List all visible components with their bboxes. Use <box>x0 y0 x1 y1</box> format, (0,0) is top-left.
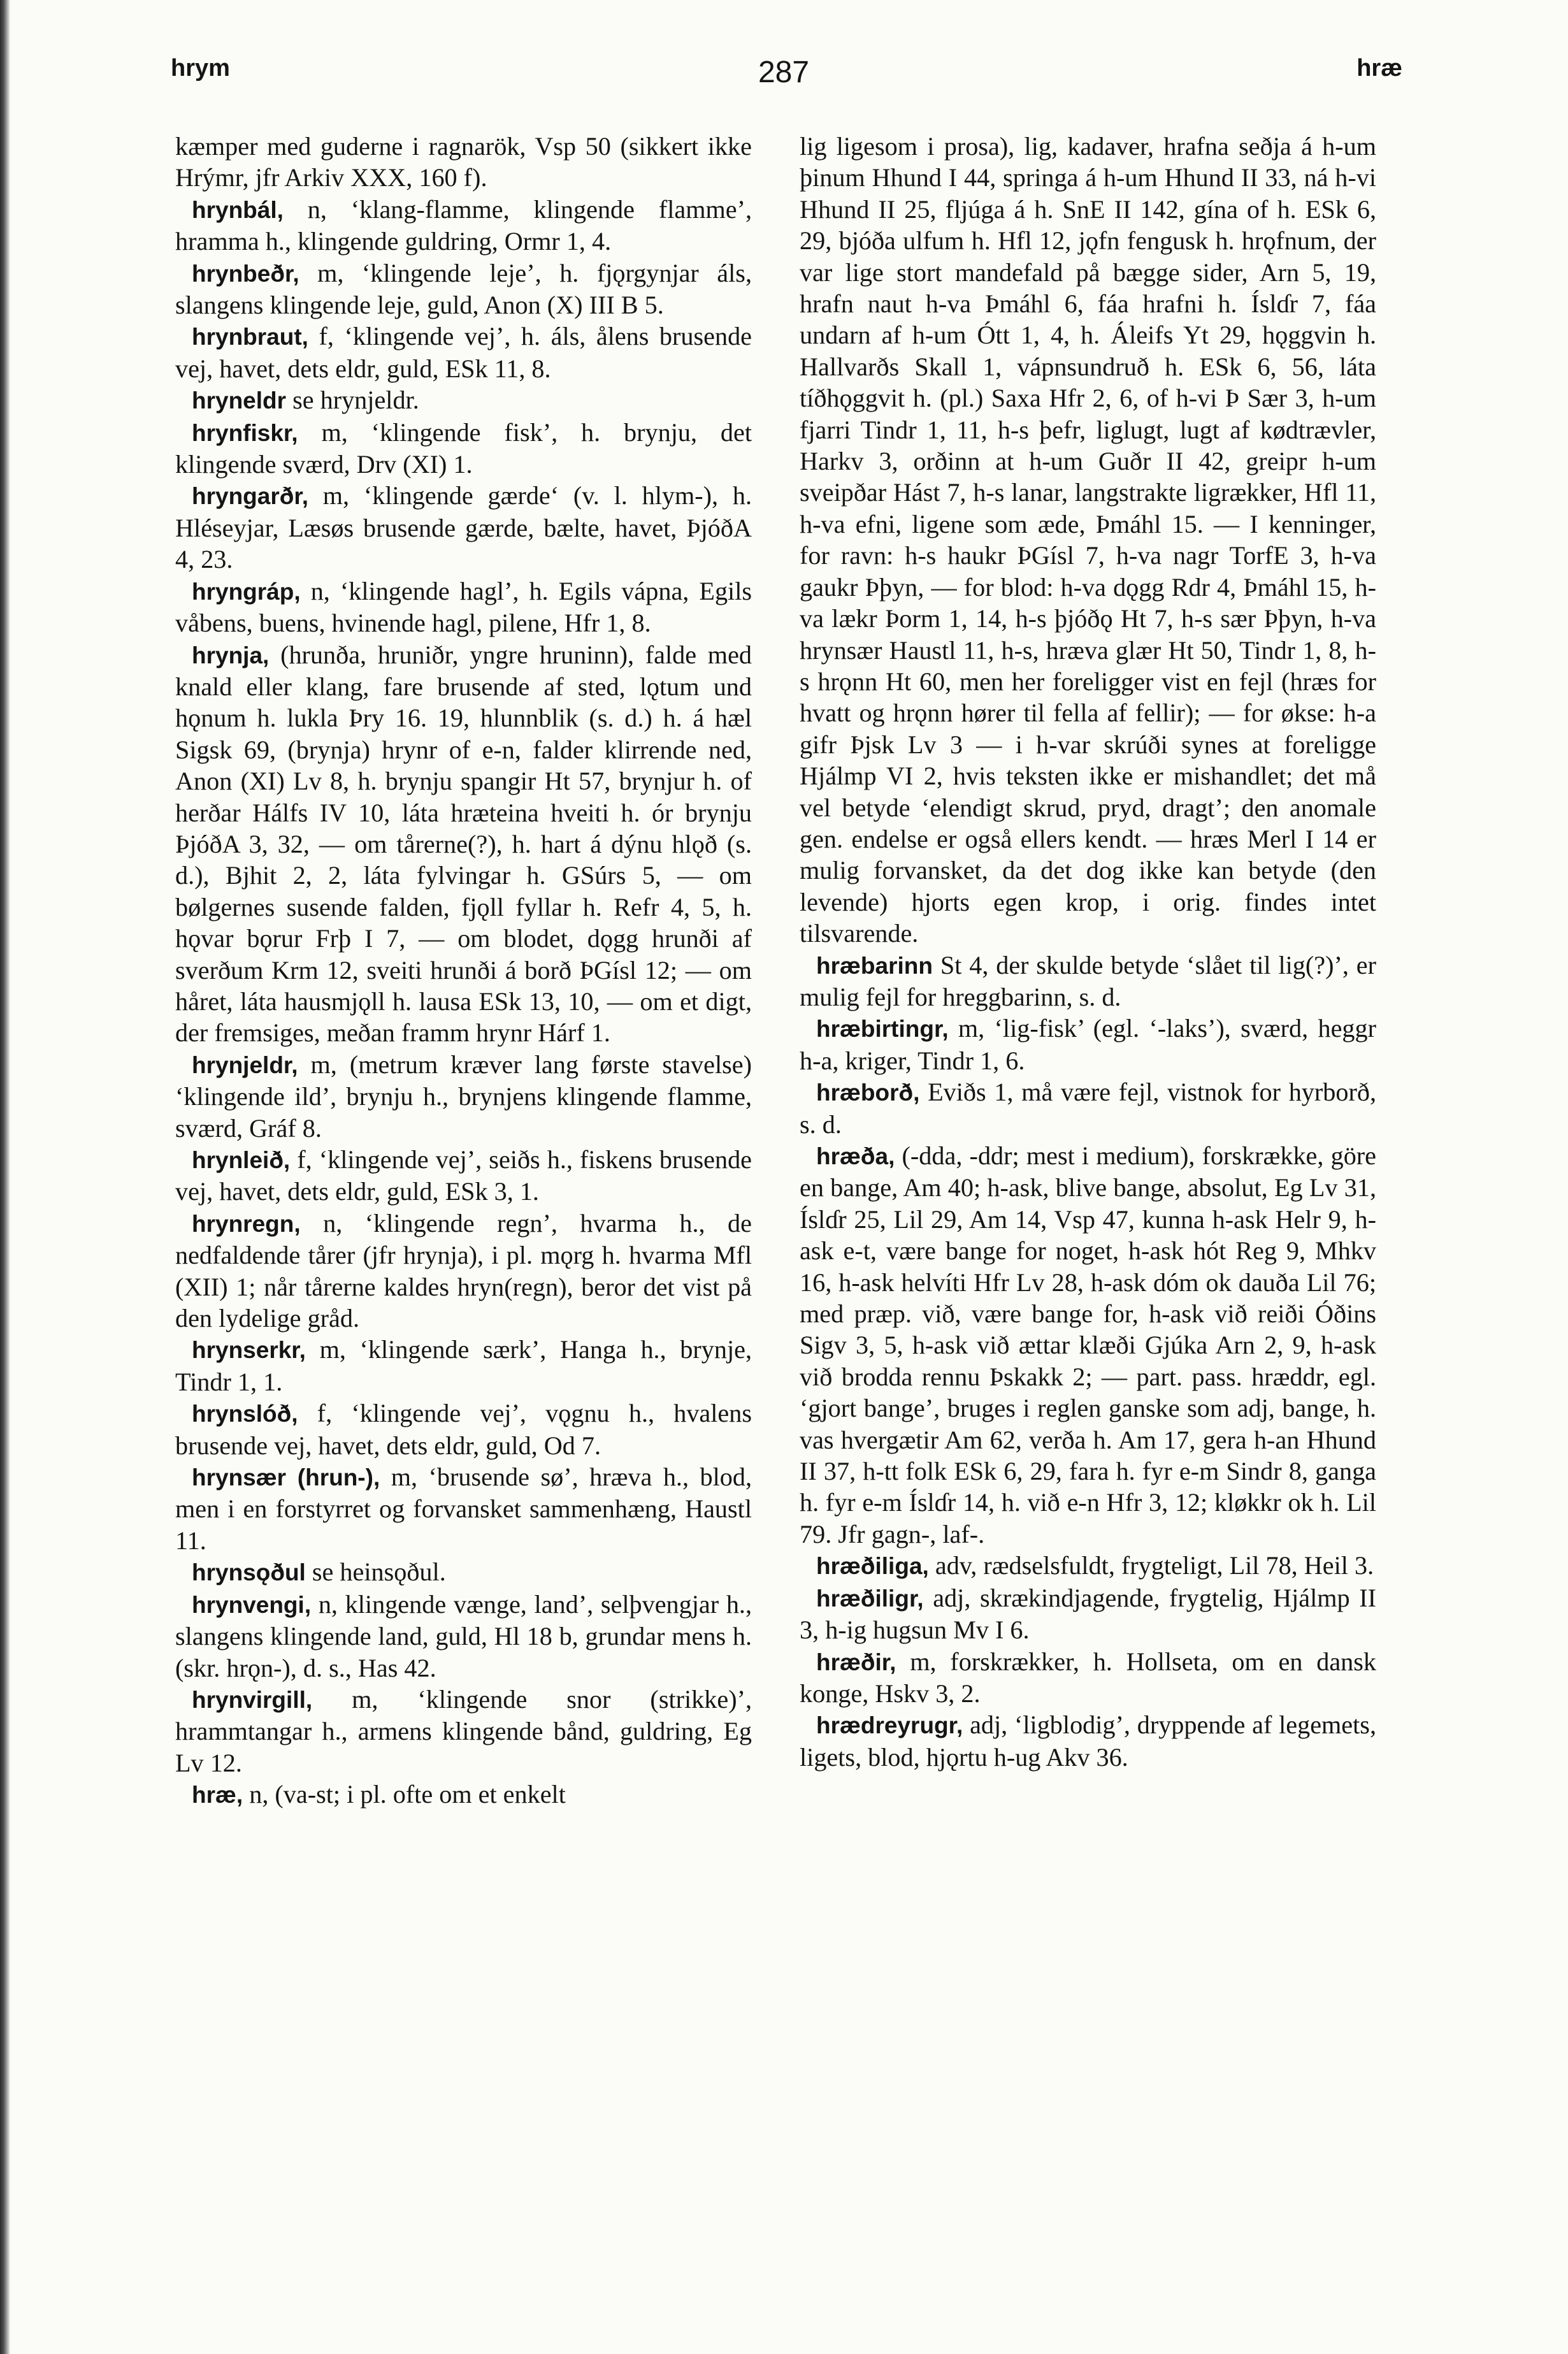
entry-headword: hrynslóð, <box>192 1401 298 1427</box>
entry-definition: se heinsǫðul. <box>312 1557 446 1587</box>
dictionary-entry <box>175 639 752 1049</box>
entry-definition: m, ‘klingende snor (strikke)’, hrammtangar h., armens klingende bånd, guldring, Eg Lv 12. <box>175 1684 752 1777</box>
entry-headword: hræbirtingr, <box>816 1016 949 1043</box>
dictionary-entry <box>800 950 1376 1013</box>
right-column <box>800 131 1376 1773</box>
entry-definition: m, (metrum kræver lang første stavelse) ‘klingende ild’, brynju h., brynjens klingende flamme, sværd, Gráf 8. <box>175 1050 752 1143</box>
entry-headword: hræbarinn <box>816 952 933 979</box>
running-header <box>0 55 1568 99</box>
entry-headword: hryngráp, <box>192 578 301 605</box>
entry-definition: m, ‘klingende gærde‘ (v. l. hlym-), h. Hléseyjar, Læsøs brusende gærde, bælte, havet, ÞjóðA 4, 23. <box>175 481 752 574</box>
dictionary-entry <box>175 257 752 321</box>
dictionary-entry <box>175 1779 752 1810</box>
entry-headword: hrynsǫðul <box>192 1559 306 1586</box>
dictionary-entry <box>175 321 752 384</box>
dictionary-entry <box>175 1556 752 1588</box>
entry-headword: hrynja, <box>192 642 270 668</box>
dictionary-entry <box>800 1582 1376 1646</box>
right-guide-word: hræ <box>1356 55 1402 82</box>
dictionary-entry <box>175 480 752 575</box>
dictionary-entry <box>175 384 752 416</box>
dictionary-entry <box>800 1709 1376 1773</box>
entry-definition: n, klingende vænge, land’, selþvengjar h., slangens klingende land, guld, Hl 18 b, grundar mens h. (skr. hrǫn-), d. s., Has 42. <box>175 1589 752 1682</box>
left-column <box>175 131 752 1811</box>
dictionary-entry <box>175 1397 752 1461</box>
dictionary-entry <box>175 1049 752 1144</box>
entry-definition: m, ‘lig-fisk’ (egl. ‘-laks’), sværd, heggr h-a, kriger, Tindr 1, 6. <box>800 1014 1376 1075</box>
entry-headword: hrædreyrugr, <box>816 1712 963 1739</box>
entry-definition: kæmper med guderne i ragnarök, Vsp 50 (sikkert ikke Hrýmr, jfr Arkiv XXX, 160 f). <box>175 132 752 192</box>
entry-definition: n, ‘klingende hagl’, h. Egils vápna, Egils våbens, buens, hvinende hagl, pilene, Hfr 1, 8. <box>175 576 752 638</box>
entry-headword: hryneldr <box>192 387 287 414</box>
entry-definition: Eviðs 1, må være fejl, vistnok for hyrborð, s. d. <box>800 1078 1376 1139</box>
entry-definition: m, ‘klingende leje’, h. fjǫrgynjar áls, slangens klingende leje, guld, Anon (X) III B 5. <box>175 258 752 320</box>
entry-headword: hræðir, <box>816 1649 896 1675</box>
entry-headword: hræborð, <box>816 1080 920 1106</box>
dictionary-entry <box>175 575 752 639</box>
dictionary-entry <box>175 1684 752 1779</box>
dictionary-entry <box>800 1646 1376 1710</box>
page-binding-edge <box>0 0 10 2354</box>
dictionary-entry <box>175 131 752 194</box>
dictionary-entry <box>175 1208 752 1334</box>
dictionary-entry <box>800 131 1376 950</box>
entry-definition: m, ‘klingende særk’, Hanga h., brynje, Tindr 1, 1. <box>175 1335 752 1396</box>
entry-definition: St 4, der skulde betyde ‘slået til lig(?)’, er mulig fejl for hreggbarinn, s. d. <box>800 950 1377 1011</box>
dictionary-entry <box>800 1076 1376 1140</box>
dictionary-entry <box>175 417 752 480</box>
dictionary-entry <box>175 1144 752 1208</box>
dictionary-entry <box>175 1334 752 1397</box>
entry-definition: adj, ‘ligblodig’, dryppende af legemets, ligets, blod, hjǫrtu h-ug Akv 36. <box>800 1710 1376 1772</box>
entry-headword: hrynbál, <box>192 196 284 223</box>
entry-definition: m, ‘brusende sø’, hræva h., blod, men i en forstyrret og forvansket sammenhæng, Haustl 11. <box>175 1462 752 1555</box>
entry-headword: hrynregn, <box>192 1210 301 1237</box>
entry-headword: hrynserkr, <box>192 1337 306 1364</box>
entry-definition: m, forskrækker, h. Hollseta, om en dansk konge, Hskv 3, 2. <box>800 1647 1377 1708</box>
entry-headword: hrynjeldr, <box>192 1051 298 1078</box>
dictionary-entry <box>800 1550 1376 1582</box>
entry-definition: m, ‘klingende fisk’, h. brynju, det klingende sværd, Drv (XI) 1. <box>175 417 752 479</box>
dictionary-entry <box>175 1589 752 1684</box>
dictionary-entry <box>175 194 752 257</box>
entry-definition: f, ‘klingende vej’, h. áls, ålens brusende vej, havet, dets eldr, guld, ESk 11, 8. <box>175 322 752 383</box>
entry-definition: (-dda, -ddr; mest i medium), forskrække, göre en bange, Am 40; h-ask, blive bange, absolut, Eg Lv 31, Íslɗr 25, Lil 29, Am 14, Vsp 47, kunna h-ask Helr 9, h-ask e-t, være bange for noget, h-ask hót Reg 9, Mhkv 16, h-ask helvíti Hfr Lv 28, h-ask dóm ok dauða Lil 76; med præp. við, være bange for, h-ask við reiði Óðins Sigv 3, 5, h-ask við ættar klæði Gjúka Arn 2, 9, h-ask við brodda rennu Þskakk 2; — part. pass. hræddr, egl. ‘gjort bange’, bruges i reglen ganske som adj, bange, h. vas hvergætir Am 62, verða h. Am 17, gera h-an Hhund II 37, h-tt folk ESk 6, 29, fara h. fyr e-m Sindr 8, ganga h. fyr e-m Íslɗr 14, h. við e-n Hfr 3, 12; kløkkr ok h. Lil 79. Jfr gagn-, laf-. <box>800 1141 1377 1549</box>
entry-headword: hrynvengi, <box>192 1591 312 1618</box>
entry-headword: hrynleið, <box>192 1147 291 1173</box>
entry-headword: hrynbeðr, <box>192 260 299 287</box>
entry-headword: hrynbraut, <box>192 324 308 350</box>
entry-definition: adj, skrækindjagende, frygtelig, Hjálmp II 3, h-ig hugsun Mv I 6. <box>800 1583 1376 1645</box>
entry-headword: hrynsær (hrun-), <box>192 1464 380 1491</box>
page-number: 287 <box>758 55 810 89</box>
entry-headword: hræ, <box>192 1782 243 1809</box>
entry-headword: hræða, <box>816 1143 895 1169</box>
entry-definition: n, ‘klingende regn’, hvarma h., de nedfaldende tårer (jfr hrynja), i pl. mǫrg h. hvarma Mfl (XII) 1; når tårerne kaldes hryn(regn), beror det vist på den lydelige gråd. <box>175 1208 752 1333</box>
entry-definition: adv, rædselsfuldt, frygteligt, Lil 78, Heil 3. <box>935 1551 1374 1580</box>
entry-headword: hryngarðr, <box>192 483 308 510</box>
dictionary-entry <box>800 1140 1376 1550</box>
entry-definition: (hrunða, hruniðr, yngre hruninn), falde med knald eller klang, fare brusende af sted, lǫtum und hǫnum h. lukla Þry 16. 19, hlunnblik (s. d.) h. á hæl Sigsk 69, (brynja) hrynr of e-n, falder klirrende ned, Anon (XI) Lv 8, h. brynju spangir Ht 57, brynjur h. of herðar Hálfs IV 10, láta hræteina hveiti h. ór brynju ÞjóðA 3, 32, — om tårerne(?), h. hart á dýnu hlǫð (s. d.), Bjhit 2, 2, láta fylvingar h. GSúrs 5, — om bølgernes susende falden, fjǫll fyllar h. Refr 4, 5, h. hǫvar bǫrur Frþ I 7, — om blodet, dǫgg hrunði af sverðum Krm 12, sveiti hrunði á borð ÞGísl 12; — om håret, láta hausmjǫll h. lausa ESk 13, 10, — om et digt, der fremsiges, meðan framm hrynr Hárf 1. <box>175 640 752 1048</box>
dictionary-entry <box>175 1461 752 1556</box>
entry-definition: lig ligesom i prosa), lig, kadaver, hrafna seðja á h-um þinum Hhund I 44, springa á h-um Hhund II 33, ná h-vi Hhund II 25, fljúga á h. SnE II 142, gína of h. ESk 6, 29, bjóða ulfum h. Hfl 12, jǫfn fengusk h. hrǫfnum, der var lige stort mandefald på bægge sider, Arn 5, 19, hrafn naut h-va Þmáhl 6, fáa hrafni h. Íslɗr 7, fáa undarn af h-um Ótt 1, 4, h. Áleifs Yt 29, hǫggvin h. Hallvarðs Skall 1, vápnsundruð h. ESk 6, 56, láta tíðhǫggvit h. (pl.) Saxa Hfr 2, 6, of h-vi Þ Sær 3, h-um fjarri Tindr 1, 11, h-s þefr, liglugt, lugt af kødtrævler, Harkv 3, orðinn at h-um Guðr II 42, greipr h-um sveipðar Hást 7, h-s lanar, langstrakte ligrækker, Hfl 11, h-va efni, ligene som æde, Þmáhl 15. — I kenninger, for ravn: h-s haukr ÞGísl 7, h-va nagr TorfE 3, h-va gaukr Þþyn, — for blod: h-va dǫgg Rdr 4, Þmáhl 15, h-va lækr Þorm 1, 14, h-s þjóðǫ Ht 7, h-s sær Þþyn, h-va hrynsær Haustl 11, h-s, hræva glær Ht 50, Tindr 1, 8, h-s hrǫnn Ht 60, men her foreligger vist en fejl (hræs for hvatt og hrǫnn hører til fella af fellir); — for økse: h-a gifr Þjsk Lv 3 — i h-var skrúði synes at foreligge Hjálmp VI 2, hvis teksten ikke er mishandlet; det må vel betyde ‘elendigt skrud, pryd, dragt’; den anomale gen. endelse er også ellers kendt. — hræs Merl I 14 er mulig forvansket, da det dog ikke kan betyde (den levende) hjorts egen krop, i orig. findes intet tilsvarende. <box>800 132 1376 948</box>
entry-definition: se hrynjeldr. <box>292 386 419 415</box>
entry-definition: n, (va-st; i pl. ofte om et enkelt <box>249 1780 566 1809</box>
entry-headword: hræðiliga, <box>816 1553 929 1580</box>
entry-headword: hræðiligr, <box>816 1585 924 1612</box>
entry-headword: hrynfiskr, <box>192 419 298 446</box>
entry-headword: hrynvirgill, <box>192 1686 313 1713</box>
left-guide-word: hrym <box>171 55 230 82</box>
entry-definition: n, ‘klang-flamme, klingende flamme’, hramma h., klingende guldring, Ormr 1, 4. <box>175 194 752 256</box>
dictionary-entry <box>800 1013 1376 1076</box>
entry-definition: f, ‘klingende vej’, vǫgnu h., hvalens brusende vej, havet, dets eldr, guld, Od 7. <box>175 1399 752 1460</box>
entry-definition: f, ‘klingende vej’, seiðs h., fiskens brusende vej, havet, dets eldr, guld, ESk 3, 1. <box>175 1145 752 1206</box>
